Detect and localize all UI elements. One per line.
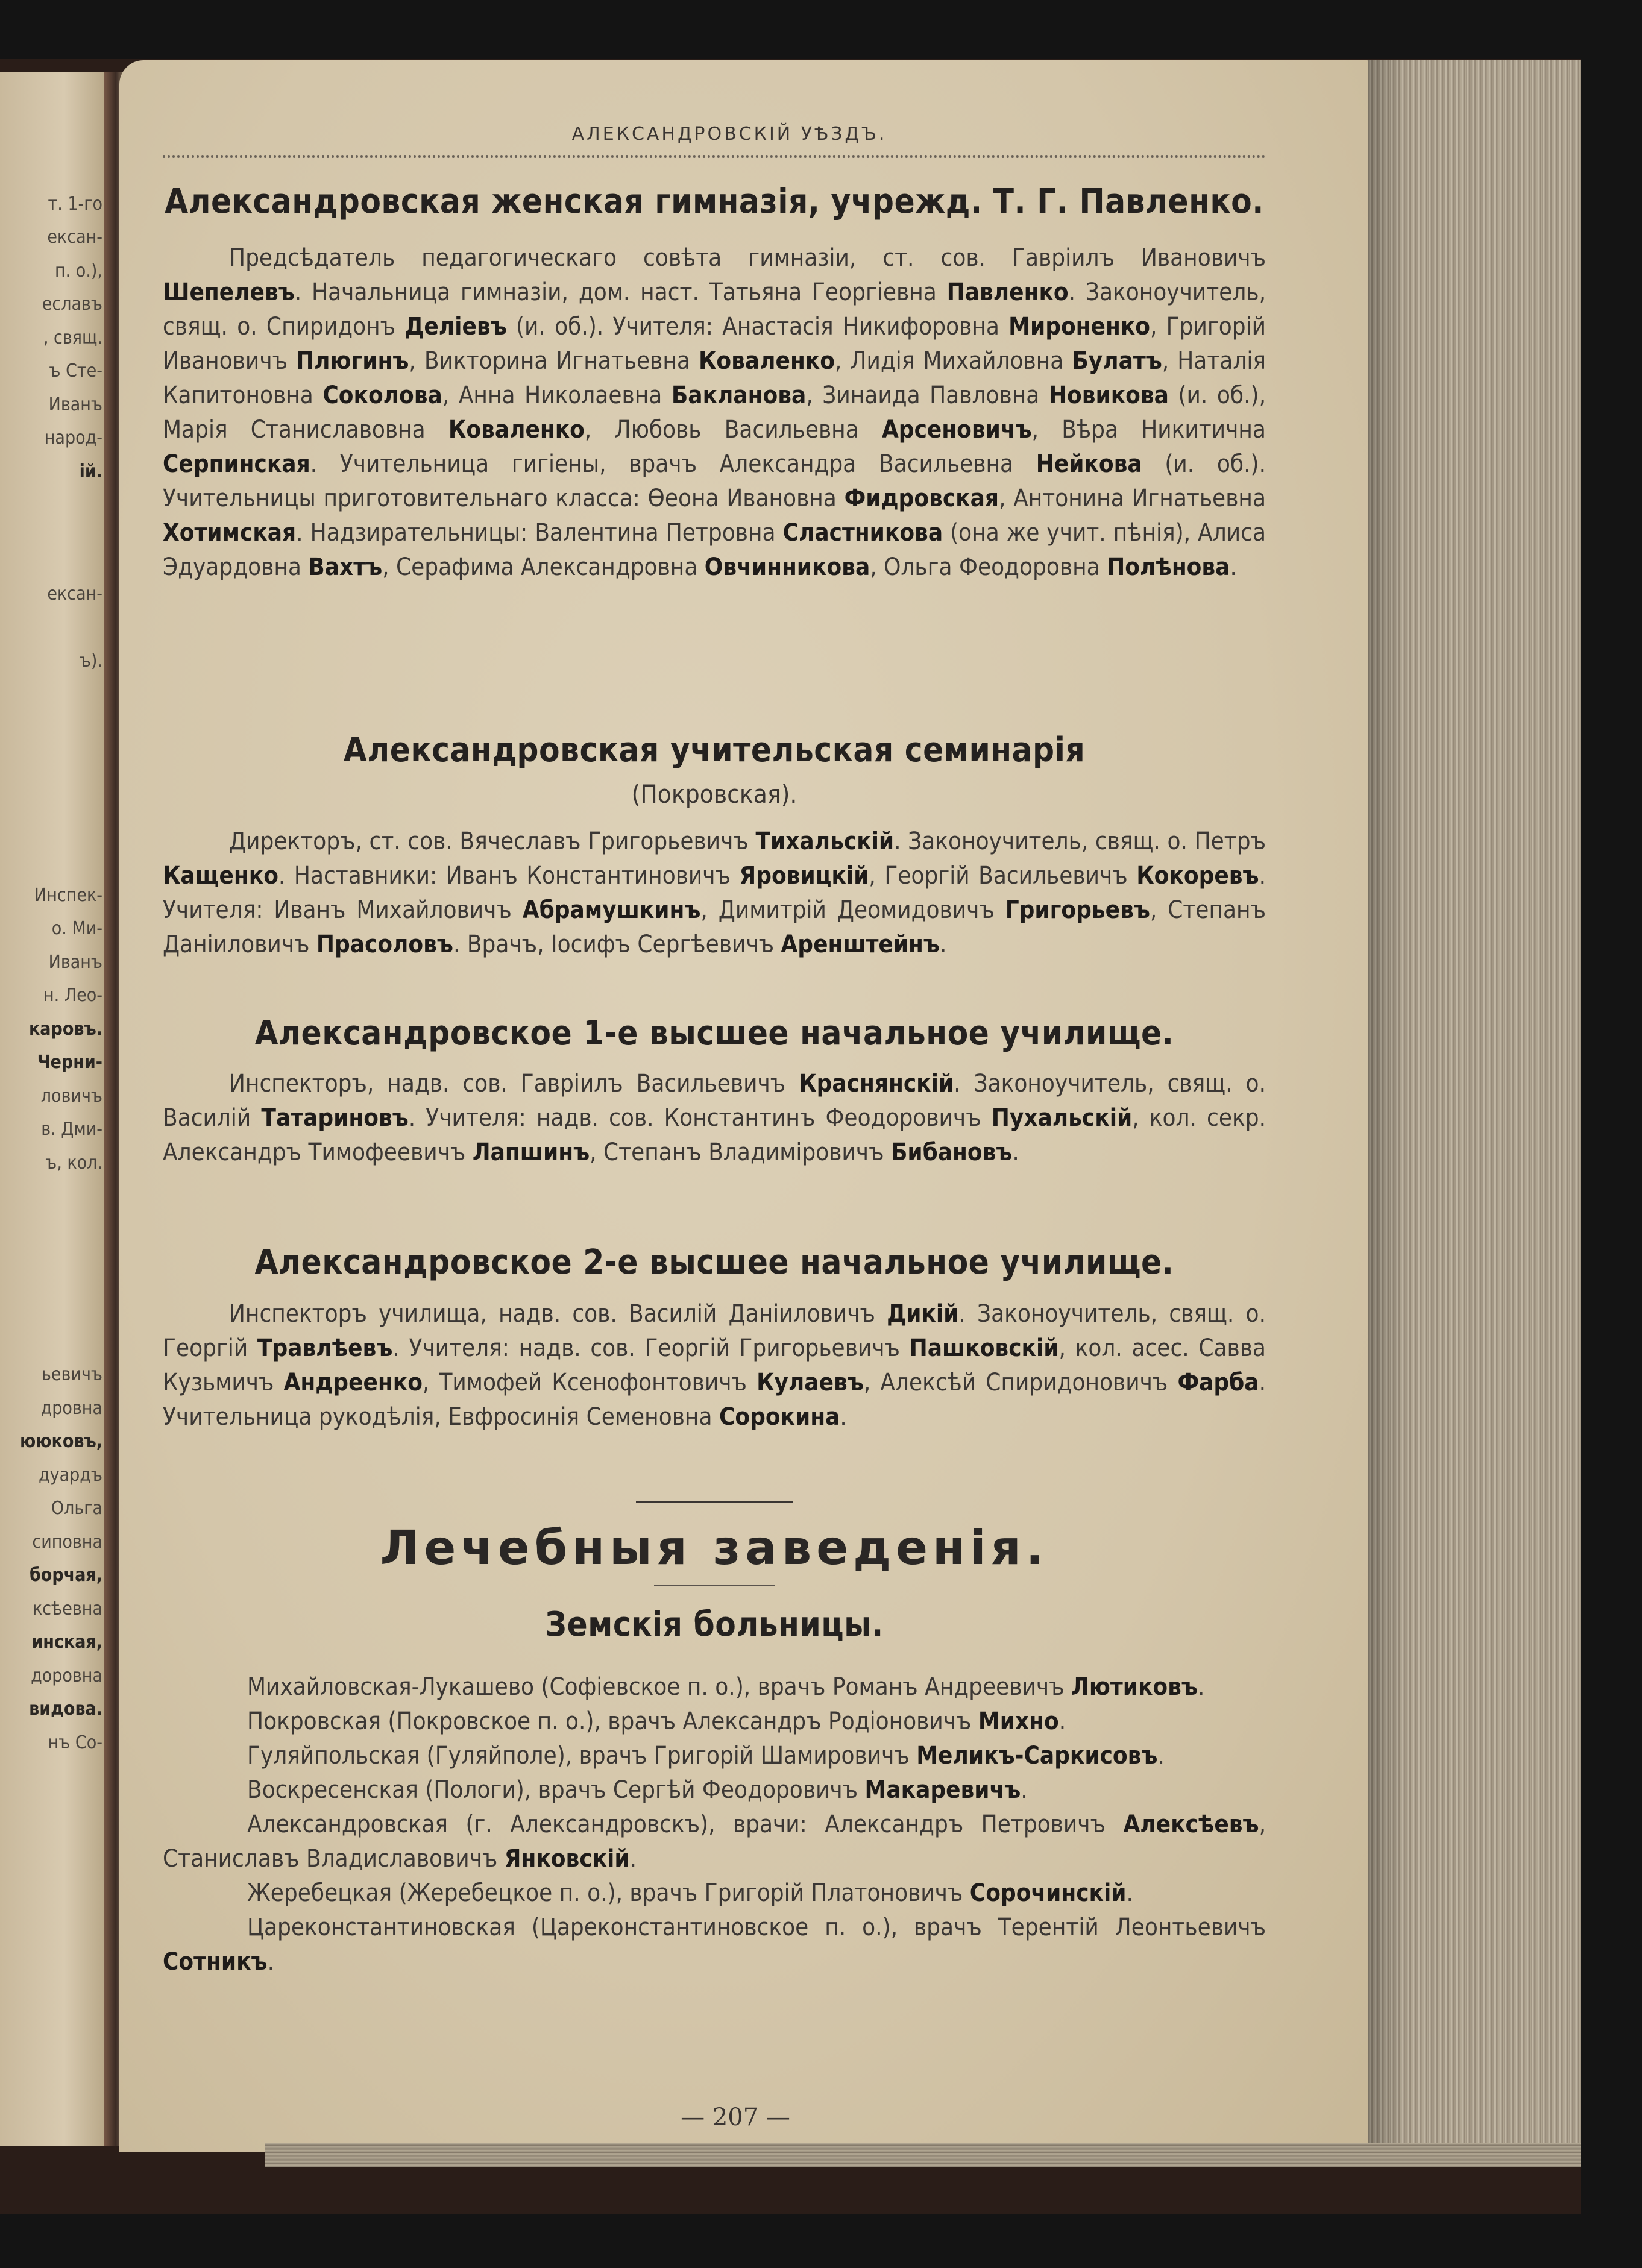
surname: Сорокина bbox=[719, 1403, 840, 1431]
section-body: Инспекторъ, надв. сов. Гавріилъ Васильевичъ Краснянскій. Законоучитель, свящ. о. Василій Татариновъ. Учителя: надв. сов. Константинъ Феодоровичъ Пухальскій, кол. секр. Александръ Тимофеевичъ Лапшинъ, Степанъ Владиміровичъ Бибановъ. bbox=[163, 1070, 1266, 1166]
surname: Аренштейнъ bbox=[781, 931, 940, 958]
section-title: Земскія больницы. bbox=[545, 1605, 884, 1644]
surname: Прасоловъ bbox=[316, 931, 453, 958]
hospital-entry: Воскресенская (Пологи), врачъ Сергѣй Феодоровичъ Макаревичъ. bbox=[247, 1776, 1028, 1804]
section-subtitle: (Покровская). bbox=[631, 779, 797, 809]
left-page-fragment: ьевичъ bbox=[42, 1364, 102, 1385]
section-school-1 bbox=[163, 1013, 1266, 1170]
surname: Хотимская bbox=[163, 519, 297, 547]
left-page-fragment: ъ). bbox=[79, 650, 102, 671]
surname: Бакланова bbox=[671, 382, 807, 409]
surname: Кокоревъ bbox=[1136, 862, 1259, 890]
left-page-fragment: доровна bbox=[31, 1665, 102, 1686]
surname: Дикій bbox=[887, 1300, 959, 1328]
surname: Пашковскій bbox=[909, 1334, 1059, 1362]
surname: Соколова bbox=[322, 382, 442, 409]
header-rule bbox=[163, 152, 1266, 158]
surname: Татариновъ bbox=[261, 1104, 409, 1132]
section-title: Александровское 1-е высшее начальное училище. bbox=[254, 1014, 1174, 1053]
surname: Вахтъ bbox=[308, 553, 383, 581]
hospital-list bbox=[163, 1670, 1266, 1979]
running-head: АЛЕКСАНДРОВСКІЙ УѢЗДЪ. bbox=[571, 124, 887, 145]
hospital-entry: Покровская (Покровское п. о.), врачъ Александръ Родіоновичъ Михно. bbox=[247, 1707, 1066, 1735]
surname: Фарба bbox=[1177, 1369, 1259, 1396]
hospital-entry: Гуляйпольская (Гуляйполе), врачъ Григорій Шамировичъ Меликъ-Саркисовъ. bbox=[247, 1742, 1165, 1770]
left-page-fragment: народ- bbox=[44, 427, 102, 448]
section-body: Директоръ, ст. сов. Вячеславъ Григорьевичъ Тихальскій. Законоучитель, свящ. о. Петръ Кащенко. Наставники: Иванъ Константиновичъ Яровицкій, Георгій Васильевичъ Кокоревъ. Учителя: Иванъ Михайловичъ Абрамушкинъ, Димитрій Деомидовичъ Григорьевъ, Степанъ Даніиловичъ Прасоловъ. Врачъ, Іосифъ Сергѣевичъ Аренштейнъ. bbox=[163, 828, 1266, 958]
left-page-fragment: , свящ. bbox=[43, 327, 102, 348]
surname: Янковскій bbox=[504, 1845, 630, 1873]
surname: Краснянскій bbox=[799, 1070, 954, 1098]
surname: Михно bbox=[978, 1707, 1059, 1735]
section-gymnasium bbox=[163, 181, 1266, 585]
left-page-fragment: каровъ. bbox=[28, 1018, 102, 1040]
surname: Абрамушкинъ bbox=[522, 896, 701, 924]
left-page-fragment: ексан- bbox=[47, 583, 102, 605]
page-number: — 207 — bbox=[681, 2103, 790, 2131]
surname: Шепелевъ bbox=[163, 278, 295, 306]
section-title: Александровская учительская семинарія bbox=[343, 730, 1086, 770]
left-page-fragment: борчая, bbox=[29, 1565, 102, 1586]
left-page-fragment: ій. bbox=[79, 460, 102, 482]
hospital-entry: Жеребецкая (Жеребецкое п. о.), врачъ Григорій Платоновичъ Сорочинскій. bbox=[247, 1879, 1133, 1907]
bottom-page-edges bbox=[265, 2143, 1581, 2167]
surname: Коваленко bbox=[448, 416, 585, 444]
surname: Нейкова bbox=[1036, 450, 1142, 478]
left-page-fragment: о. Ми- bbox=[51, 918, 102, 939]
left-page-fragment: инская, bbox=[31, 1632, 102, 1653]
left-page-fragment: дровна bbox=[40, 1397, 102, 1419]
left-page-fragment: ловичъ bbox=[40, 1085, 102, 1107]
section-body: Инспекторъ училища, надв. сов. Василій Даніиловичъ Дикій. Законоучитель, свящ. о. Георгій Травлѣевъ. Учителя: надв. сов. Георгій Григорьевичъ Пашковскій, кол. асес. Савва Кузьмичъ Андреенко, Тимофей Ксенофонтовичъ Кулаевъ, Алексѣй Спиридоновичъ Фарба. Учительница рукодѣлія, Евфросинія Семеновна Сорокина. bbox=[163, 1300, 1266, 1431]
left-page-fragment: Ольга bbox=[51, 1498, 102, 1519]
surname: Лютиковъ bbox=[1071, 1673, 1198, 1701]
surname: Меликъ-Саркисовъ bbox=[916, 1742, 1158, 1770]
surname: Андреенко bbox=[283, 1369, 423, 1396]
surname: Кащенко bbox=[163, 862, 278, 890]
chapter-rule bbox=[654, 1585, 775, 1586]
left-page-fragment: н. Лео- bbox=[43, 985, 102, 1006]
divider-rule bbox=[636, 1501, 793, 1503]
surname: Полѣнова bbox=[1107, 553, 1230, 581]
surname: Коваленко bbox=[698, 347, 835, 375]
left-page-fragment: п. о.), bbox=[55, 260, 102, 281]
surname: Арсеновичъ bbox=[881, 416, 1032, 444]
surname: Лапшинъ bbox=[472, 1139, 590, 1166]
surname: Овчинникова bbox=[704, 553, 870, 581]
surname: Григорьевъ bbox=[1005, 896, 1150, 924]
left-page-fragment: нъ Со- bbox=[48, 1732, 102, 1753]
left-page-fragment: ююковъ, bbox=[20, 1431, 102, 1452]
surname: Новикова bbox=[1048, 382, 1169, 409]
surname: Макаревичъ bbox=[864, 1776, 1021, 1804]
left-page-fragment: т. 1-го bbox=[48, 193, 102, 215]
surname: Кулаевъ bbox=[757, 1369, 864, 1396]
surname: Алексѣевъ bbox=[1123, 1811, 1259, 1838]
surname: Бибановъ bbox=[890, 1139, 1013, 1166]
surname: Травлѣевъ bbox=[257, 1334, 393, 1362]
surname: Тихальскій bbox=[755, 828, 895, 855]
surname: Серпинская bbox=[163, 450, 310, 478]
surname: Булатъ bbox=[1072, 347, 1162, 375]
section-title: Александровская женская гимназія, учрежд. Т. Г. Павленко. bbox=[165, 182, 1264, 221]
section-seminary bbox=[163, 729, 1266, 962]
left-page-fragment: сиповна bbox=[32, 1531, 102, 1553]
left-page-fragment: Иванъ bbox=[48, 394, 102, 415]
left-page-fragment: ъ Сте- bbox=[49, 360, 102, 382]
hospital-entry: Александровская (г. Александровскъ), врачи: Александръ Петровичъ Алексѣевъ, Станиславъ Владиславовичъ Янковскій. bbox=[163, 1811, 1266, 1873]
surname: Деліевъ bbox=[404, 313, 507, 341]
surname: Сорочинскій bbox=[969, 1879, 1127, 1907]
left-page-fragment: Инспек- bbox=[34, 884, 102, 906]
left-page-fragment: ексан- bbox=[47, 227, 102, 248]
section-medical bbox=[163, 1501, 1266, 1979]
left-page-fragment: Иванъ bbox=[48, 951, 102, 973]
surname: Сластникова bbox=[782, 519, 943, 547]
surname: Павленко bbox=[946, 278, 1069, 306]
page-edges bbox=[1368, 60, 1581, 2152]
chapter-title: Лечебныя заведенія. bbox=[380, 1521, 1049, 1575]
left-page-fragment: ъ, кол. bbox=[45, 1152, 102, 1173]
left-page-fragment: дуардъ bbox=[38, 1464, 102, 1486]
section-title: Александровское 2-е высшее начальное училище. bbox=[254, 1243, 1174, 1282]
left-page-fragment: Черни- bbox=[37, 1052, 102, 1073]
surname: Фидровская bbox=[844, 485, 999, 512]
surname: Сотникъ bbox=[163, 1948, 268, 1976]
surname: Мироненко bbox=[1008, 313, 1150, 341]
left-page bbox=[0, 72, 107, 2146]
left-page-fragment: в. Дми- bbox=[41, 1119, 102, 1140]
surname: Плюгинъ bbox=[296, 347, 409, 375]
hospital-entry: Цареконстантиновская (Цареконстантиновское п. о.), врачъ Терентій Леонтьевичъ Сотникъ. bbox=[163, 1914, 1266, 1976]
surname: Пухальскій bbox=[991, 1104, 1133, 1132]
left-page-fragment: еславъ bbox=[42, 294, 102, 315]
left-page-fragment: ксѣевна bbox=[33, 1598, 102, 1619]
surname: Яровицкій bbox=[739, 862, 869, 890]
section-body: Предсѣдатель педагогическаго совѣта гимназіи, ст. сов. Гавріилъ Ивановичъ Шепелевъ. Начальница гимназіи, дом. наст. Татьяна Георгіевна Павленко. Законоучитель, свящ. о. Спиридонъ Деліевъ (и. об.). Учителя: Анастасія Никифоровна Мироненко, Григорій Ивановичъ Плюгинъ, Викторина Игнатьевна Коваленко, Лидія Михайловна Булатъ, Наталія Капитоновна Соколова, Анна Николаевна Бакланова, Зинаида Павловна Новикова (и. об.), Марія Станиславовна Коваленко, Любовь Васильевна Арсеновичъ, Вѣра Никитична Серпинская. Учительница гигіены, врачъ Александра Васильевна Нейкова (и. об.). Учительницы приготовительнаго класса: Ѳеона Ивановна Фидровская, Антонина Игнатьевна Хотимская. Надзирательницы: Валентина Петровна Сластникова (она же учит. пѣнія), Алиса Эдуардовна Вахтъ, Серафима Александровна Овчинникова, Ольга Феодоровна Полѣнова. bbox=[163, 244, 1266, 581]
left-page-fragment: видова. bbox=[29, 1698, 102, 1720]
hospital-entry: Михайловская-Лукашево (Софіевское п. о.), врачъ Романъ Андреевичъ Лютиковъ. bbox=[247, 1673, 1205, 1701]
section-school-2 bbox=[163, 1242, 1266, 1434]
